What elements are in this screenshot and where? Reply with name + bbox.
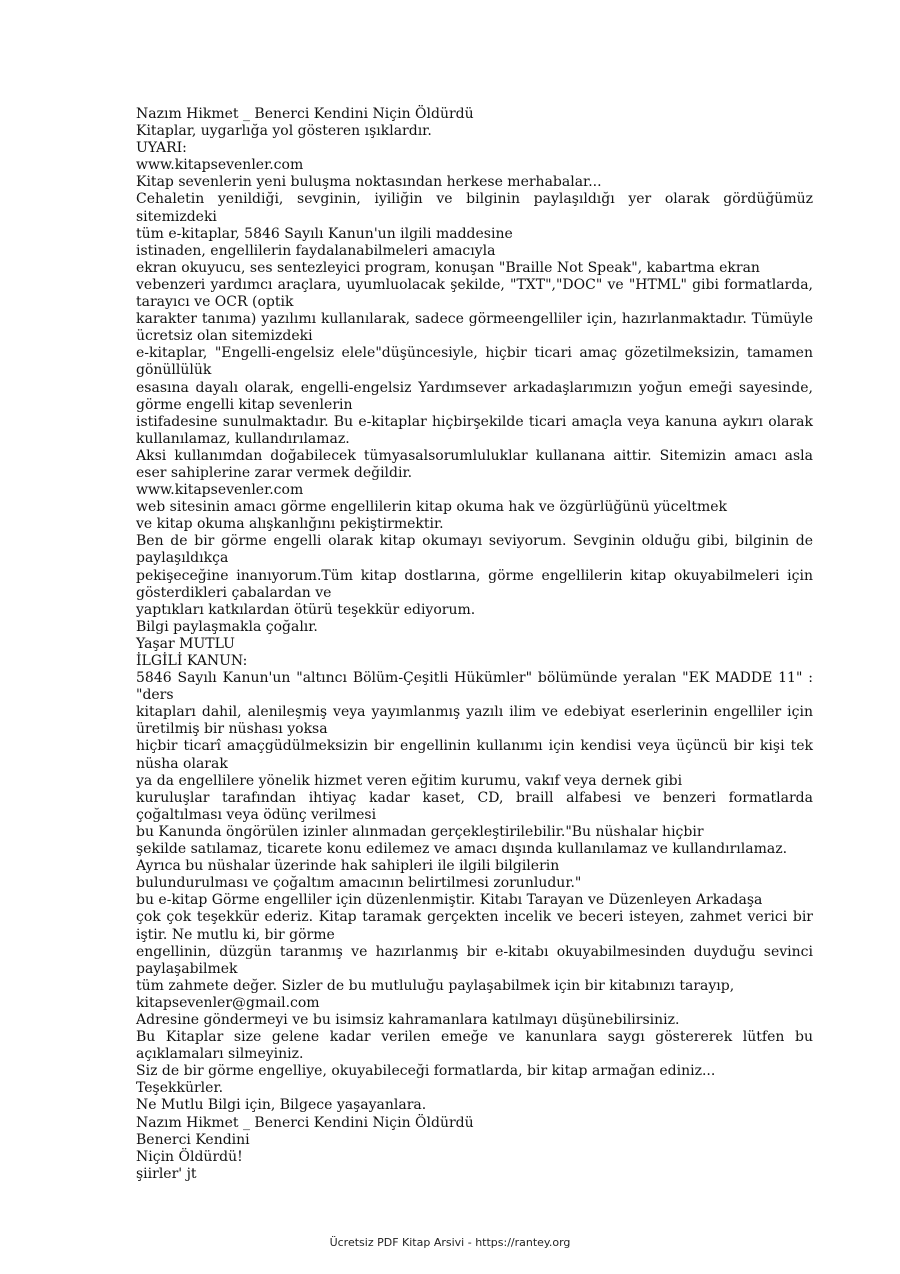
text-line: hiçbir ticarî amaçgüdülmeksizin bir engellinin kullanımı için kendisi veya üçüncü bir kişi tek nüsha olarak	[136, 738, 813, 772]
text-line: karakter tanıma) yazılımı kullanılarak, sadece görmeengelliler için, hazırlanmaktadır. Tümüyle ücretsiz olan sitemizdeki	[136, 311, 813, 345]
text-line: ekran okuyucu, ses sentezleyici program, konuşan "Braille Not Speak", kabartma ekran	[136, 259, 760, 276]
text-line: Kitaplar, uygarlığa yol gösteren ışıklardır.	[136, 123, 432, 140]
text-line: Bilgi paylaşmakla çoğalır.	[136, 618, 318, 635]
text-line: ya da engellilere yönelik hizmet veren eğitim kurumu, vakıf veya dernek gibi	[136, 772, 683, 789]
text-line: Ben de bir görme engelli olarak kitap okumayı seviyorum. Sevginin olduğu gibi, bilginin de paylaşıldıkça	[136, 533, 813, 567]
text-line: vebenzeri yardımcı araçlara, uyumluolacak şekilde, "TXT","DOC" ve "HTML" gibi formatlarda, tarayıcı ve OCR (optik	[136, 276, 813, 311]
book-title-line: Niçin Öldürdü!	[136, 1148, 243, 1165]
text-line: esasına dayalı olarak, engelli-engelsiz Yardımsever arkadaşlarımızın yoğun emeği sayesinde, görme engelli kitap sevenlerin	[136, 379, 813, 413]
text-line: Aksi kullanımdan doğabilecek tümyasalsorumluluklar kullanana aittir. Sitemizin amacı asla eser sahiplerine zarar vermek değildir.	[136, 447, 813, 481]
text-line: bu e-kitap Görme engelliler için düzenlenmiştir. Kitabı Tarayan ve Düzenleyen Arkadaşa	[136, 892, 763, 909]
warning-heading: UYARI:	[136, 140, 187, 157]
text-line: Ayrıca bu nüshalar üzerinde hak sahipleri ile ilgili bilgilerin	[136, 858, 560, 875]
text-line: Ne Mutlu Bilgi için, Bilgece yaşayanlara.	[136, 1097, 427, 1114]
page-footer: Ücretsiz PDF Kitap Arsivi - https://rantey.org	[329, 1236, 571, 1249]
signature-line: Yaşar MUTLU	[136, 635, 235, 652]
text-line: engellinin, düzgün taranmış ve hazırlanmış bir e-kitabı okuyabilmesinden duyduğu sevinci paylaşabilmek	[136, 943, 813, 977]
text-line: Adresine göndermeyi ve bu isimsiz kahramanlara katılmayı düşünebilirsiniz.	[136, 1011, 680, 1028]
text-line: web sitesinin amacı görme engellilerin kitap okuma hak ve özgürlüğünü yüceltmek	[136, 499, 728, 516]
text-line: Kitap sevenlerin yeni buluşma noktasından herkese merhabalar...	[136, 174, 602, 191]
text-line: kuruluşlar tarafından ihtiyaç kadar kaset, CD, braill alfabesi ve benzeri formatlarda çoğaltılması veya ödünç verilmesi	[136, 789, 813, 823]
text-line: e-kitaplar, "Engelli-engelsiz elele"düşüncesiyle, hiçbir ticari amaç gözetilmeksizin, tamamen gönüllülük	[136, 345, 813, 379]
text-line: tüm zahmete değer. Sizler de bu mutluluğu paylaşabilmek için bir kitabınızı tarayıp,	[136, 977, 735, 994]
text-line: çok çok teşekkür ederiz. Kitap taramak gerçekten incelik ve beceri isteyen, zahmet verici bir iştir. Ne mutlu ki, bir görme	[136, 909, 813, 943]
text-line: istinaden, engellilerin faydalanabilmeleri amacıyla	[136, 242, 496, 259]
text-line: pekişeceğine inanıyorum.Tüm kitap dostlarına, görme engellilerin kitap okuyabilmeleri için gösterdikleri çabalardan ve	[136, 567, 813, 601]
website-line: www.kitapsevenler.com	[136, 482, 304, 499]
document-body	[136, 106, 813, 1183]
text-line: Teşekkürler.	[136, 1080, 224, 1097]
text-line: tüm e-kitaplar, 5846 Sayılı Kanun'un ilgili maddesine	[136, 225, 513, 242]
text-line: şekilde satılamaz, ticarete konu edilemez ve amacı dışında kullanılamaz ve kullandırılamaz.	[136, 841, 788, 858]
text-line: yaptıkları katkılardan ötürü teşekkür ediyorum.	[136, 601, 476, 618]
text-line: Cehaletin yenildiği, sevginin, iyiliğin ve bilginin paylaşıldığı yer olarak gördüğümüz sitemizdeki	[136, 191, 813, 225]
text-line: Bu Kitaplar size gelene kadar verilen emeğe ve kanunlara saygı göstererek lütfen bu açıklamaları silmeyiniz.	[136, 1029, 813, 1063]
book-title-line: Nazım Hikmet _ Benerci Kendini Niçin Öldürdü	[136, 1114, 474, 1131]
text-line: bulundurulması ve çoğaltım amacının belirtilmesi zorunludur."	[136, 875, 582, 892]
text-line: kitapları dahil, alenileşmiş veya yayımlanmış yazılı ilim ve edebiyat eserlerinin engelliler için üretilmiş bir nüshası yoksa	[136, 704, 813, 738]
book-title-line: Benerci Kendini	[136, 1131, 250, 1148]
text-line: 5846 Sayılı Kanun'un "altıncı Bölüm-Çeşitli Hükümler" bölümünde yeralan "EK MADDE 11" : "ders	[136, 670, 813, 704]
email-line: kitapsevenler@gmail.com	[136, 994, 320, 1011]
genre-line: şiirler' jt	[136, 1165, 197, 1182]
text-line: ve kitap okuma alışkanlığını pekiştirmektir.	[136, 516, 444, 533]
law-heading: İLGİLİ KANUN:	[136, 653, 248, 669]
website-line: www.kitapsevenler.com	[136, 157, 304, 174]
text-line: bu Kanunda öngörülen izinler alınmadan gerçekleştirilebilir."Bu nüshalar hiçbir	[136, 823, 704, 840]
document-title-line: Nazım Hikmet _ Benerci Kendini Niçin Öldürdü	[136, 106, 474, 122]
text-line: Siz de bir görme engelliye, okuyabileceği formatlarda, bir kitap armağan ediniz...	[136, 1063, 716, 1080]
text-line: istifadesine sunulmaktadır. Bu e-kitaplar hiçbirşekilde ticari amaçla veya kanuna aykırı olarak kullanılamaz, kullandırılamaz.	[136, 413, 813, 447]
